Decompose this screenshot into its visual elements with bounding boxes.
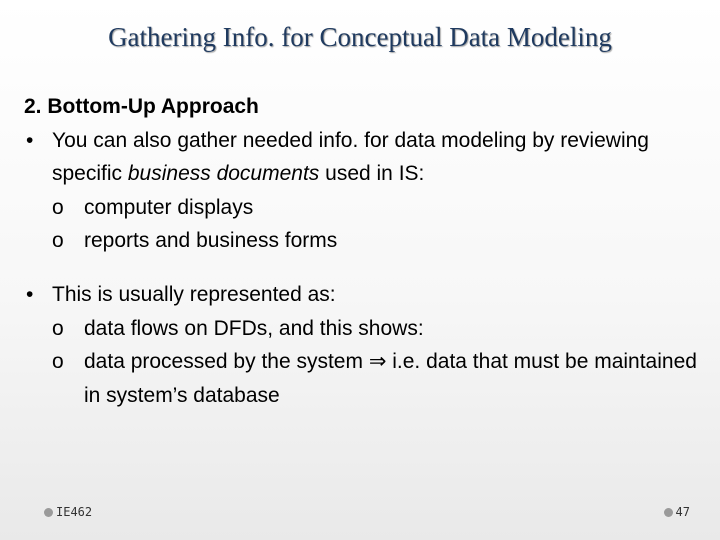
sub-bullet-item [52, 224, 704, 258]
implies-arrow-icon: ⇒ [368, 349, 387, 374]
bullet-item [24, 278, 704, 312]
sub-bullet-text: computer displays [84, 195, 254, 219]
slide-title: Gathering Info. for Conceptual Data Modeling [108, 22, 612, 52]
footer-dot-icon [44, 508, 53, 517]
footer-page [664, 505, 690, 519]
bullet-mark: • [26, 282, 34, 306]
sub-bullet-text-start: data processed by the system [84, 350, 369, 374]
bullet-mark: • [26, 128, 34, 152]
sub-bullet-item [52, 191, 704, 225]
section-heading: 2. Bottom-Up Approach [24, 95, 259, 118]
footer-course [44, 505, 92, 519]
bullet-text: This is usually represented as: [52, 282, 336, 306]
course-code: IE462 [56, 505, 93, 519]
sub-bullet-text: reports and business forms [84, 229, 338, 253]
sub-bullet-text-end: i.e. data that must be maintained in system’s database [84, 350, 697, 407]
sub-bullet-mark: o [52, 350, 64, 374]
spacer [24, 258, 704, 278]
page-number: 47 [675, 505, 690, 519]
bullet-text-start: You can also gather needed info. for data modeling by reviewing specific [52, 128, 649, 186]
sub-bullet-mark: o [52, 229, 64, 253]
sub-bullet-mark: o [52, 195, 64, 219]
footer-dot-icon [664, 508, 673, 517]
sub-bullet-text: data flows on DFDs, and this shows: [84, 316, 424, 340]
sub-bullet-item [52, 345, 704, 412]
sub-bullet-item [52, 312, 704, 346]
bullet-text-end: used in IS: [319, 162, 425, 186]
bullet-text-italic: business documents [127, 162, 320, 186]
sub-bullet-mark: o [52, 316, 64, 340]
bullet-item [24, 124, 704, 191]
slide-content [24, 90, 704, 412]
